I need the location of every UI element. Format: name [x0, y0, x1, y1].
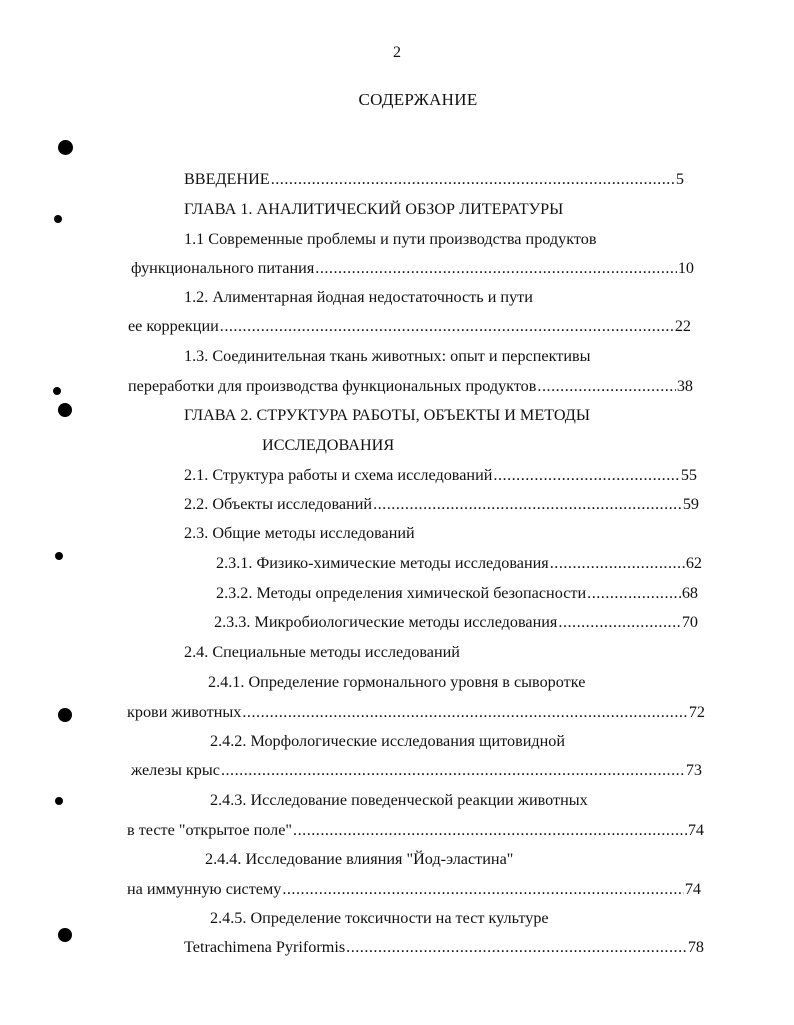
toc-page-number: 5 — [675, 170, 684, 188]
toc-entry-text: ее коррекции — [128, 317, 219, 335]
page-number: 2 — [393, 44, 401, 61]
toc-entry-text: в тесте "открытое поле" — [127, 821, 293, 839]
toc-entry-text: 2.3.2. Методы определения химической безопасности — [216, 584, 587, 602]
dot-leader — [587, 583, 681, 603]
chapter-1-heading: ГЛАВА 1. АНАЛИТИЧЕСКИЙ ОБЗОР ЛИТЕРАТУРЫ — [184, 200, 564, 218]
toc-entry-text: на иммунную систему — [127, 880, 282, 898]
toc-entry-text: переработки для производства функциональных продуктов — [128, 377, 537, 395]
toc-entry-2-4-1-line1: 2.4.1. Определение гормонального уровня в сыворотке — [208, 673, 586, 691]
toc-page-number: 72 — [688, 703, 705, 721]
dot-leader — [373, 494, 682, 514]
toc-page-number: 73 — [685, 761, 702, 779]
dot-leader — [242, 702, 687, 722]
toc-entry-1-3-line1: 1.3. Соединительная ткань животных: опыт и перспективы — [184, 347, 591, 365]
toc-entry-2-4-2-line1: 2.4.2. Морфологические исследования щитовидной — [210, 732, 566, 750]
toc-page-number: 78 — [687, 938, 704, 956]
toc-entry-2-3-2 — [216, 583, 698, 603]
dot-leader — [346, 937, 687, 957]
toc-entry-2-4-1 — [127, 702, 705, 722]
toc-entry-2-4-5 — [184, 937, 704, 957]
toc-entry-text: ВВЕДЕНИЕ — [184, 170, 270, 188]
toc-entry-2-1 — [184, 465, 697, 485]
toc-entry-2-4-4-line1: 2.4.4. Исследование влияния "Йод-эластина" — [205, 850, 514, 868]
toc-page-number: 70 — [681, 613, 698, 631]
binder-hole — [58, 140, 73, 155]
toc-page-number: 74 — [684, 880, 701, 898]
toc-entry-text: 2.2. Объекты исследований — [184, 495, 373, 513]
dot-leader — [221, 760, 685, 780]
toc-page-number: 55 — [680, 466, 697, 484]
toc-entry-2-3-3 — [214, 612, 698, 632]
binder-hole — [55, 552, 63, 560]
toc-entry-1-1-line1: 1.1 Современные проблемы и пути производства продуктов — [184, 230, 597, 248]
toc-entry-2-4-5-line1: 2.4.5. Определение токсичности на тест культуре — [210, 909, 549, 927]
toc-entry-2-4-3-line1: 2.4.3. Исследование поведенческой реакции животных — [210, 791, 588, 809]
toc-entry-2-2 — [184, 494, 699, 514]
binder-hole — [58, 708, 72, 722]
toc-entry-2-4: 2.4. Специальные методы исследований — [184, 643, 460, 661]
binder-hole — [58, 403, 72, 417]
toc-page-number: 22 — [674, 317, 691, 335]
toc-page-number: 74 — [687, 821, 704, 839]
toc-entry-text: функционального питания — [131, 259, 315, 277]
toc-page-number: 38 — [676, 377, 693, 395]
toc-page-number: 62 — [685, 554, 702, 572]
binder-hole — [54, 215, 62, 223]
toc-entry-2-3: 2.3. Общие методы исследований — [184, 524, 415, 542]
chapter-2-heading-cont: ИССЛЕДОВАНИЯ — [262, 436, 395, 454]
dot-leader — [220, 316, 674, 336]
dot-leader — [282, 879, 683, 899]
dot-leader — [550, 553, 685, 573]
toc-entry-2-4-2 — [131, 760, 702, 780]
dot-leader — [558, 612, 680, 632]
dot-leader — [315, 258, 677, 278]
toc-entry-1-2-line1: 1.2. Алиментарная йодная недостаточность и пути — [184, 288, 533, 306]
toc-entry-text: 2.3.1. Физико-химические методы исследования — [216, 554, 549, 572]
toc-page-number: 68 — [681, 584, 698, 602]
binder-hole — [55, 797, 63, 805]
toc-page-number: 59 — [682, 495, 699, 513]
chapter-2-heading: ГЛАВА 2. СТРУКТУРА РАБОТЫ, ОБЪЕКТЫ И МЕТОДЫ — [184, 406, 590, 424]
page-title: СОДЕРЖАНИЕ — [358, 90, 478, 109]
toc-page-number: 10 — [677, 259, 694, 277]
dot-leader — [537, 376, 675, 396]
binder-hole — [58, 928, 72, 942]
toc-entry-1-1 — [131, 258, 694, 278]
toc-entry-1-3 — [128, 376, 693, 396]
toc-entry-intro — [184, 169, 684, 189]
toc-entry-2-4-3 — [127, 820, 704, 840]
dot-leader — [271, 169, 675, 189]
toc-entry-2-4-4 — [127, 879, 701, 899]
toc-entry-text: крови животных — [127, 703, 242, 721]
toc-entry-2-3-1 — [216, 553, 702, 573]
toc-entry-text: Tetrachimena Pyriformis — [184, 938, 346, 956]
dot-leader — [293, 820, 687, 840]
toc-entry-1-2 — [128, 316, 691, 336]
toc-entry-text: железы крыс — [131, 761, 220, 779]
toc-entry-text: 2.3.3. Микробиологические методы исследования — [214, 613, 558, 631]
binder-hole — [53, 387, 61, 395]
dot-leader — [493, 465, 679, 485]
toc-entry-text: 2.1. Структура работы и схема исследований — [184, 466, 493, 484]
